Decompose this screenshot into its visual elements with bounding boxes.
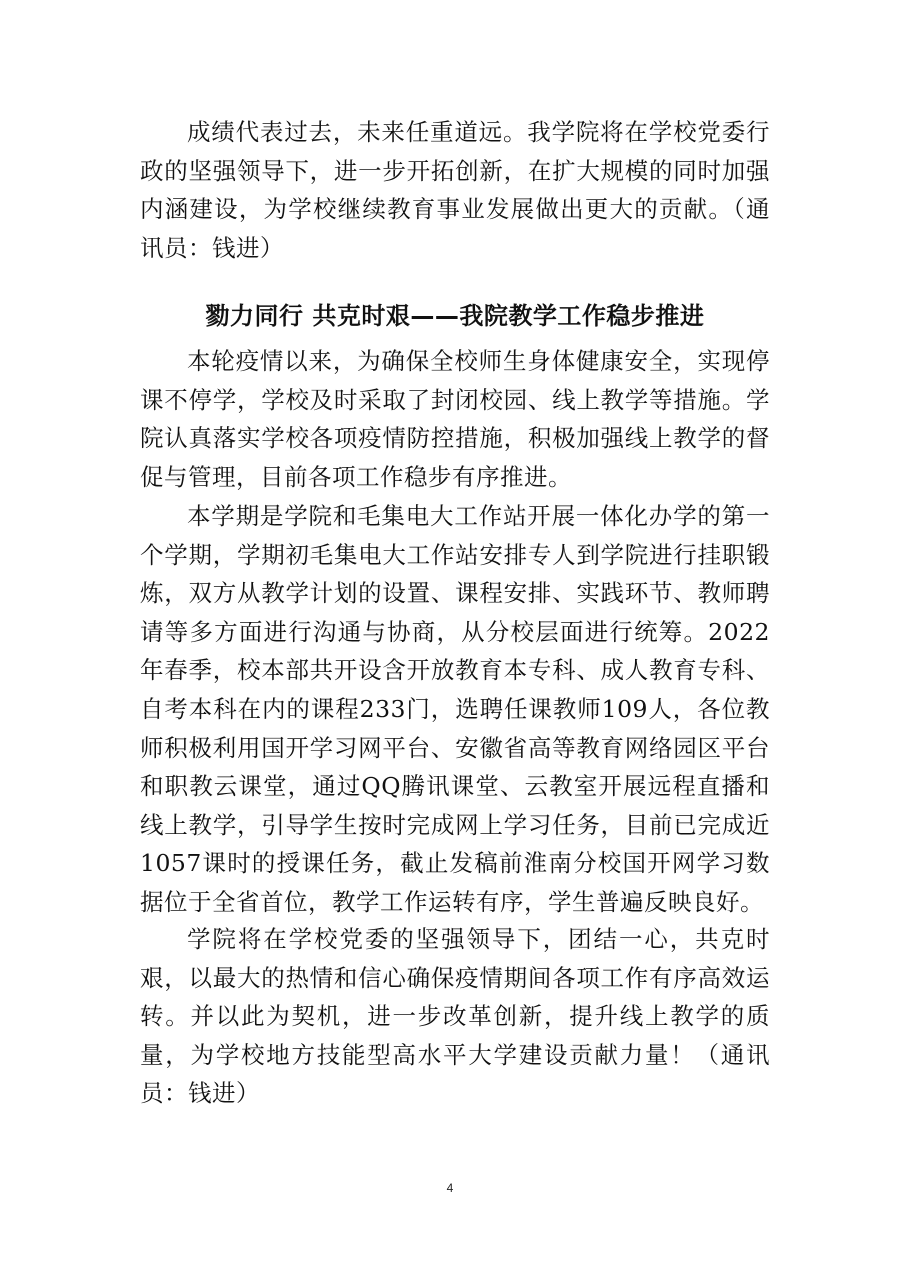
article-paragraph-1: 本轮疫情以来，为确保全校师生身体健康安全，实现停课不停学，学校及时采取了封闭校园、线上教学等措施。学院认真落实学校各项疫情防控措施，积极加强线上教学的督促与管理，目前各项工作稳步有序推进。: [140, 347, 770, 491]
article-title: 勠力同行 共克时艰——我院教学工作稳步推进: [205, 302, 705, 330]
page-number: 4: [446, 1181, 454, 1195]
article-paragraph-3: 学院将在学校党委的坚强领导下，团结一心，共克时艰，以最大的热情和信心确保疫情期间各项工作有序高效运转。并以此为契机，进一步改革创新，提升线上教学的质量，为学校地方技能型高水平大学建设贡献力量！（通讯员：钱进）: [140, 925, 770, 1108]
article-paragraph-2: 本学期是学院和毛集电大工作站开展一体化办学的第一个学期，学期初毛集电大工作站安排专人到学院进行挂职锻炼，双方从教学计划的设置、课程安排、实践环节、教师聘请等多方面进行沟通与协商，从分校层面进行统筹。2022年春季，校本部共开设含开放教育本专科、成人教育专科、自考本科在内的课程233门，选聘任课教师109人，各位教师积极利用国开学习网平台、安徽省高等教育网络园区平台和职教云课堂，通过QQ腾讯课堂、云教室开展远程直播和线上教学，引导学生按时完成网上学习任务，目前已完成近1057课时的授课任务，截止发稿前淮南分校国开网学习数据位于全省首位，教学工作运转有序，学生普遍反映良好。: [140, 502, 770, 916]
previous-article-closing-paragraph: 成绩代表过去，未来任重道远。我学院将在学校党委行政的坚强领导下，进一步开拓创新，在扩大规模的同时加强内涵建设，为学校继续教育事业发展做出更大的贡献。（通讯员：钱进）: [140, 118, 770, 262]
